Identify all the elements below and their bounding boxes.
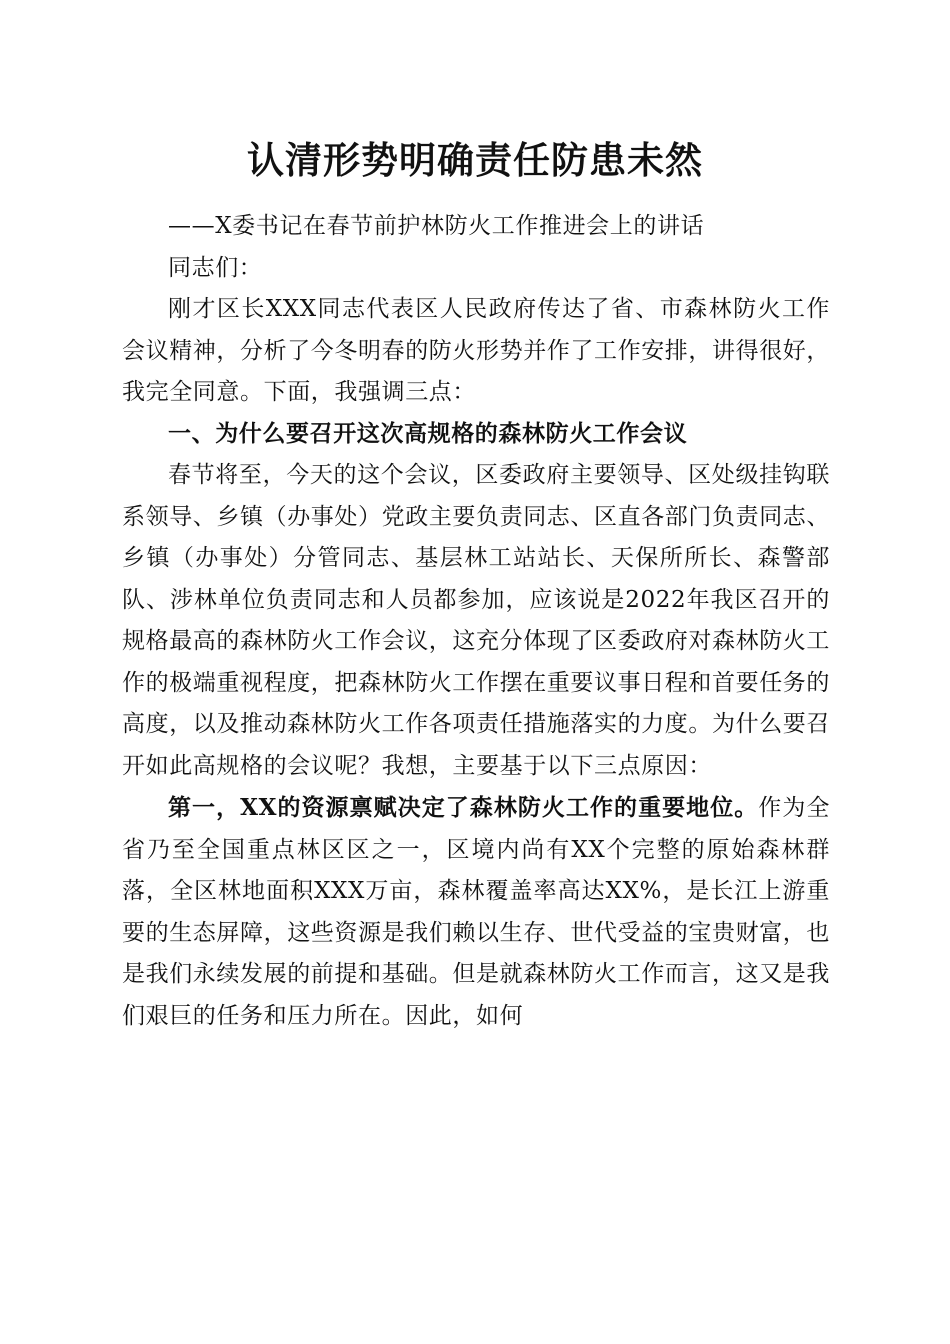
paragraph-body: 作为全省乃至全国重点林区区之一，区境内尚有XX个完整的原始森林群落，全区林地面积XXX万亩，森林覆盖率高达XX%，是长江上游重要的生态屏障，这些资源是我们赖以生存、世代受益的宝贵财富，也是我们永续发展的前提和基础。但是就森林防火工作而言，这又是我们艰巨的任务和压力所在。因此，如何 [122, 795, 830, 1029]
paragraph: 春节将至，今天的这个会议，区委政府主要领导、区处级挂钩联系领导、乡镇（办事处）党政主要负责同志、区直各部门负责同志、乡镇（办事处）分管同志、基层林工站站长、天保所所长、森警部队、涉林单位负责同志和人员都参加，应该说是2022年我区召开的规格最高的森林防火工作会议，这充分体现了区委政府对森林防火工作的极端重视程度，把森林防火工作摆在重要议事日程和首要任务的高度，以及推动森林防火工作各项责任措施落实的力度。为什么要召开如此高规格的会议呢？我想，主要基于以下三点原因： [122, 462, 830, 779]
paragraph [122, 787, 830, 1037]
document-title: 认清形势明确责任防患未然 [247, 138, 703, 182]
document-body [122, 206, 830, 1037]
subtitle: ——X委书记在春节前护林防火工作推进会上的讲话 [168, 213, 705, 239]
paragraph-lead: 第一，XX的资源禀赋决定了森林防火工作的重要地位。 [168, 794, 759, 821]
salutation: 同志们： [168, 254, 263, 281]
intro-paragraph: 刚才区长XXX同志代表区人民政府传达了省、市森林防火工作会议精神，分析了今冬明春的防火形势并作了工作安排，讲得很好，我完全同意。下面，我强调三点： [122, 296, 830, 405]
section-heading-1: 一、为什么要召开这次高规格的森林防火工作会议 [168, 420, 688, 447]
